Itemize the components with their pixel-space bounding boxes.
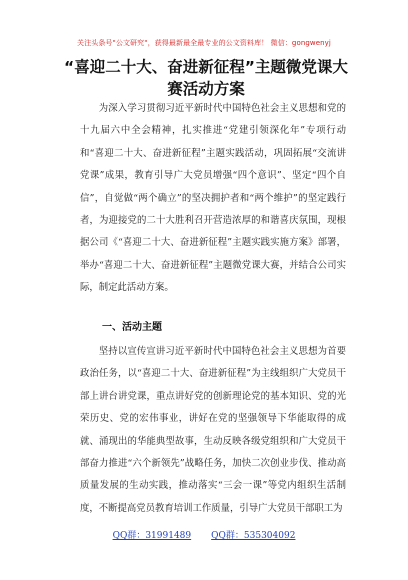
section-heading: 一、活动主题 xyxy=(102,322,162,333)
title-line-2: 赛活动方案 xyxy=(167,80,245,98)
qq-group-link-1[interactable]: QQ群：31991489 xyxy=(112,531,192,541)
theme-paragraph-block xyxy=(80,341,346,520)
theme-paragraph: 坚持以宣传宣讲习近平新时代中国特色社会主义思想为首要政治任务，以“喜迎二十大、奋进新征程”为主线组织广大党员干部上讲台讲党课，重点讲好党的创新理论党的基本知识、党的光荣历史、党的宏伟事业，讲好在党的坚强领导下华能取得的成就、涌现出的华能典型故事，生动反映各级党组织和广大党员干部奋力推进“六个新领先”战略任务，加快二次创业步伐、推动高质量发展的生动实践，推动落实“三会一课”等党内组织生活制度，不断提高党员教育培训工作质量，引导广大党员干部职工为 xyxy=(80,346,346,514)
title-line-1: “喜迎二十大、奋进新征程”主题微党课大 xyxy=(64,58,348,76)
qq-group-link-2[interactable]: QQ群：535304092 xyxy=(211,531,296,541)
document-title xyxy=(56,56,356,100)
intro-paragraph-block xyxy=(80,98,346,300)
intro-paragraph: 为深入学习贯彻习近平新时代中国特色社会主义思想和党的十九届六中全会精神，扎实推进“党建引领深化年”专项行动和“喜迎二十大、奋进新征程”主题实践活动，巩固拓展“交流讲党课”成果，教育引导广大党员增强“四个意识”、坚定“四个自信”，自觉做“两个确立”的坚决拥护者和“两个维护”的坚定践行者，为迎接党的二十大胜利召开营造浓厚的和谐喜庆氛围，现根据公司《“喜迎二十大、奋进新征程”主题实践实施方案》部署，举办“喜迎二十大、奋进新征程”主题微党课大赛，并结合公司实际，制定此活动方案。 xyxy=(80,103,346,294)
page-footer xyxy=(0,528,408,541)
promo-banner[interactable]: 关注头条号"公文研究"，获得最新最全最专业的公文资料库！ 微信：gongwenyj xyxy=(77,39,331,47)
